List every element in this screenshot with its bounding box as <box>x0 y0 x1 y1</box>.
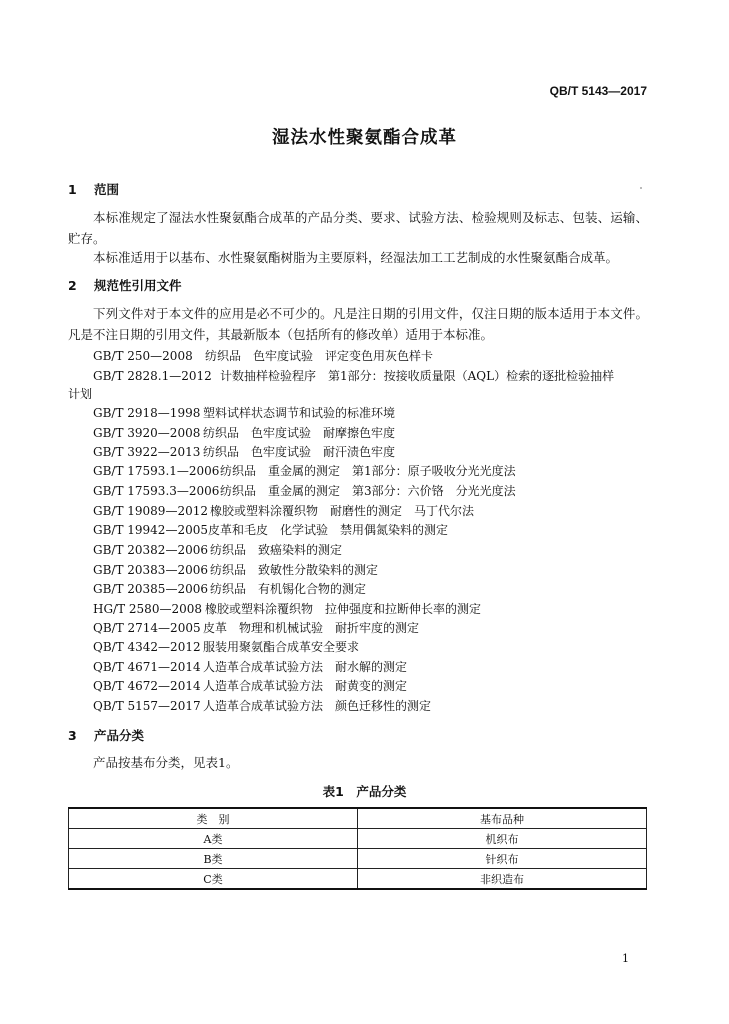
reference-title: 人造革合成革试验方法 颜色迁移性的测定 <box>203 699 432 713</box>
reference-title: 服装用聚氨酯合成革安全要求 <box>203 640 360 654</box>
section-2-heading <box>68 276 182 294</box>
reference-title: 人造革合成革试验方法 耐水解的测定 <box>203 660 408 674</box>
section-2-number: 2 <box>68 278 77 293</box>
section-1-title: 范围 <box>94 182 120 197</box>
table-header-cell: 类 别 <box>69 808 358 829</box>
reference-code: QB/T 4342—2012 <box>93 640 201 654</box>
reference-item <box>93 638 359 655</box>
reference-code: QB/T 4671—2014 <box>93 660 201 674</box>
reference-item <box>93 677 407 694</box>
reference-title: 纺织品 色牢度试验 耐摩擦色牢度 <box>203 426 396 440</box>
reference-code: GB/T 250—2008 <box>93 349 193 363</box>
reference-code: GB/T 19942—2005 <box>93 523 208 537</box>
reference-item <box>93 561 378 578</box>
reference-item <box>93 541 342 558</box>
table-header-row <box>69 808 647 829</box>
reference-title: 纺织品 致癌染料的测定 <box>210 543 343 557</box>
table-cell: 机织布 <box>358 829 647 849</box>
reference-item <box>93 404 395 421</box>
table-cell: A类 <box>69 829 358 849</box>
reference-title: 塑料试样状态调节和试验的标准环境 <box>203 406 396 420</box>
table-cell: 非织造布 <box>358 869 647 890</box>
section-3-number: 3 <box>68 728 77 743</box>
reference-item <box>93 697 431 714</box>
reference-title: 皮革 物理和机械试验 耐折牢度的测定 <box>203 621 420 635</box>
reference-item <box>93 347 433 364</box>
reference-code: GB/T 20385—2006 <box>93 582 208 596</box>
reference-item <box>93 424 395 441</box>
reference-item <box>93 367 614 384</box>
reference-code: QB/T 5157—2017 <box>93 699 201 713</box>
section-3-paragraph: 产品按基布分类，见表1。 <box>93 755 239 770</box>
reference-item <box>93 502 474 519</box>
reference-item <box>93 600 481 617</box>
reference-title: 纺织品 有机锡化合物的测定 <box>210 582 367 596</box>
table-row <box>69 849 647 869</box>
table-caption: 表1 产品分类 <box>322 784 407 799</box>
table-row <box>69 829 647 849</box>
reference-title: 皮革和毛皮 化学试验 禁用偶氮染料的测定 <box>208 523 449 537</box>
reference-code: QB/T 2714—2005 <box>93 621 201 635</box>
reference-item <box>93 482 516 499</box>
reference-item <box>93 521 448 538</box>
reference-item <box>93 443 395 460</box>
reference-code: GB/T 2828.1—2012 <box>93 369 212 383</box>
reference-title: 纺织品 重金属的测定 第3部分：六价铬 分光光度法 <box>220 484 516 498</box>
reference-code: HG/T 2580—2008 <box>93 602 202 616</box>
section-3-heading <box>68 726 144 744</box>
reference-item <box>93 658 407 675</box>
reference-title: 计数抽样检验程序 第1部分：按接收质量限（AQL）检索的逐批检验抽样 <box>220 369 615 383</box>
section-2-intro: 下列文件对于本文件的应用是必不可少的。凡是注日期的引用文件，仅注日期的版本适用于本文件。凡是不注日期的引用文件，其最新版本（包括所有的修改单）适用于本标准。 <box>68 306 648 342</box>
section-1-heading <box>68 180 119 198</box>
reference-code: GB/T 17593.1—2006 <box>93 464 220 478</box>
scan-speck <box>640 187 642 189</box>
table-cell: B类 <box>69 849 358 869</box>
reference-title: 橡胶或塑料涂覆织物 拉伸强度和拉断伸长率的测定 <box>205 602 482 616</box>
reference-title: 纺织品 重金属的测定 第1部分：原子吸收分光光度法 <box>220 464 516 478</box>
reference-code: GB/T 2918—1998 <box>93 406 201 420</box>
reference-code: GB/T 3922—2013 <box>93 445 201 459</box>
reference-title: 橡胶或塑料涂覆织物 耐磨性的测定 马丁代尔法 <box>210 504 475 518</box>
section-1-paragraph-1: 本标准规定了湿法水性聚氨酯合成革的产品分类、要求、试验方法、检验规则及标志、包装、运输、贮存。 <box>68 210 648 246</box>
reference-title: 纺织品 色牢度试验 评定变色用灰色样卡 <box>205 349 434 363</box>
section-1-paragraph-2: 本标准适用于以基布、水性聚氨酯树脂为主要原料，经湿法加工工艺制成的水性聚氨酯合成革。 <box>93 250 619 265</box>
document-title: 湿法水性聚氨酯合成革 <box>272 128 457 148</box>
section-2-title: 规范性引用文件 <box>94 278 182 293</box>
table-row <box>69 869 647 890</box>
reference-title: 纺织品 色牢度试验 耐汗渍色牢度 <box>203 445 396 459</box>
table-cell: 针织布 <box>358 849 647 869</box>
product-classification-table <box>68 807 647 890</box>
standard-code: QB/T 5143—2017 <box>549 84 647 98</box>
reference-title: 纺织品 致敏性分散染料的测定 <box>210 563 379 577</box>
table-header-cell: 基布品种 <box>358 808 647 829</box>
reference-code: GB/T 17593.3—2006 <box>93 484 220 498</box>
section-3-title: 产品分类 <box>94 728 145 743</box>
page-number: 1 <box>622 952 629 965</box>
reference-code: QB/T 4672—2014 <box>93 679 201 693</box>
reference-item <box>93 580 366 597</box>
reference-item <box>93 462 516 479</box>
reference-continuation: 计划 <box>68 387 93 401</box>
reference-item <box>93 619 419 636</box>
reference-code: GB/T 20383—2006 <box>93 563 208 577</box>
section-1-number: 1 <box>68 182 77 197</box>
reference-title: 人造革合成革试验方法 耐黄变的测定 <box>203 679 408 693</box>
reference-code: GB/T 19089—2012 <box>93 504 208 518</box>
table-cell: C类 <box>69 869 358 890</box>
reference-code: GB/T 20382—2006 <box>93 543 208 557</box>
reference-code: GB/T 3920—2008 <box>93 426 201 440</box>
